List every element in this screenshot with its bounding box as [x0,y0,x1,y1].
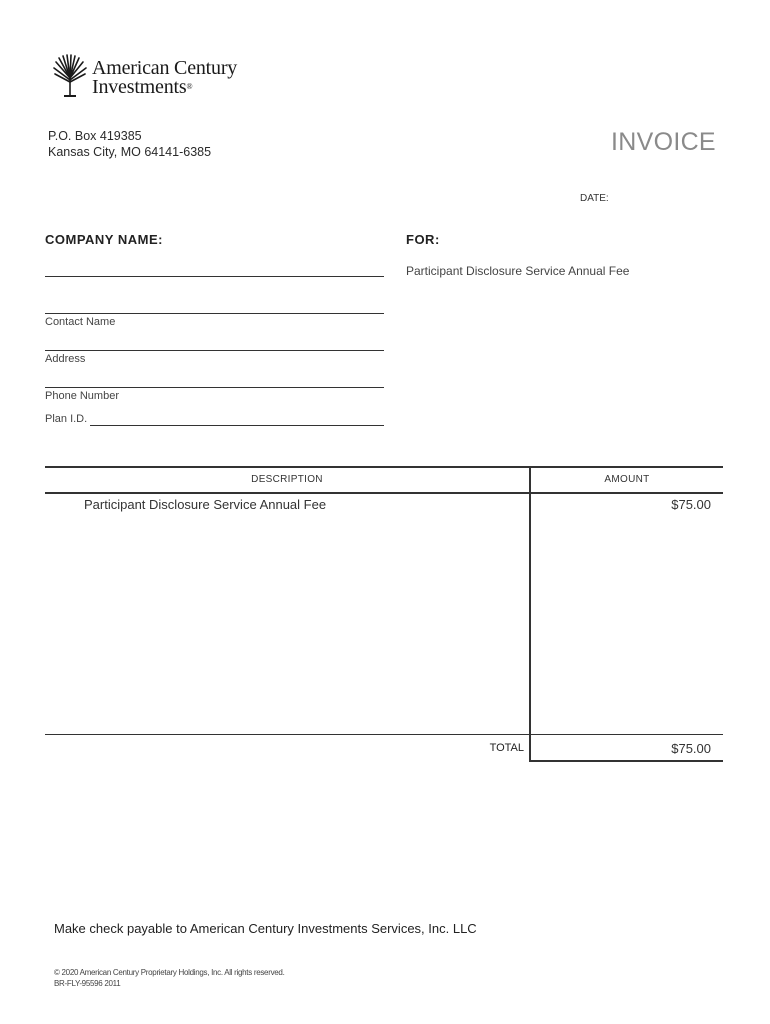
total-label: TOTAL [489,742,524,754]
form-code: BR-FLY-95596 2011 [54,979,121,988]
date-label: DATE: [580,193,609,204]
line-item-amount: $75.00 [671,497,711,512]
invoice-title: INVOICE [611,128,716,156]
address-field-line[interactable] [45,350,384,351]
address-line1: P.O. Box 419385 [48,129,142,143]
table-header-border [45,492,723,494]
address-label: Address [45,353,86,365]
phone-number-label: Phone Number [45,390,119,402]
logo-line1: American Century [92,57,238,79]
for-label: FOR: [406,232,440,247]
description-column-header: DESCRIPTION [251,474,323,485]
logo-registered-mark: ® [186,82,193,91]
payable-note: Make check payable to American Century Investments Services, Inc. LLC [54,921,477,936]
table-total-border [529,760,723,762]
line-item-description: Participant Disclosure Service Annual Fee [84,497,327,512]
tree-logo-icon [52,54,88,98]
phone-number-field-line[interactable] [45,387,384,388]
table-top-border [45,466,723,468]
total-amount: $75.00 [671,741,711,756]
contact-name-field-line[interactable] [45,313,384,314]
table-body-border [45,734,723,735]
amount-column-header: AMOUNT [604,474,650,485]
logo-line2: Investments [92,76,187,98]
company-name-field-line[interactable] [45,276,384,277]
contact-name-label: Contact Name [45,316,116,328]
plan-id-field-line[interactable] [90,425,384,426]
mailing-address [48,128,211,160]
copyright-line: © 2020 American Century Proprietary Holdings, Inc. All rights reserved. [54,968,285,977]
for-value: Participant Disclosure Service Annual Fee [406,264,630,278]
company-name-label: COMPANY NAME: [45,232,163,247]
copyright-block [54,967,285,989]
address-line2: Kansas City, MO 64141-6385 [48,145,212,159]
company-logo [52,54,252,98]
plan-id-label: Plan I.D. [45,413,88,425]
